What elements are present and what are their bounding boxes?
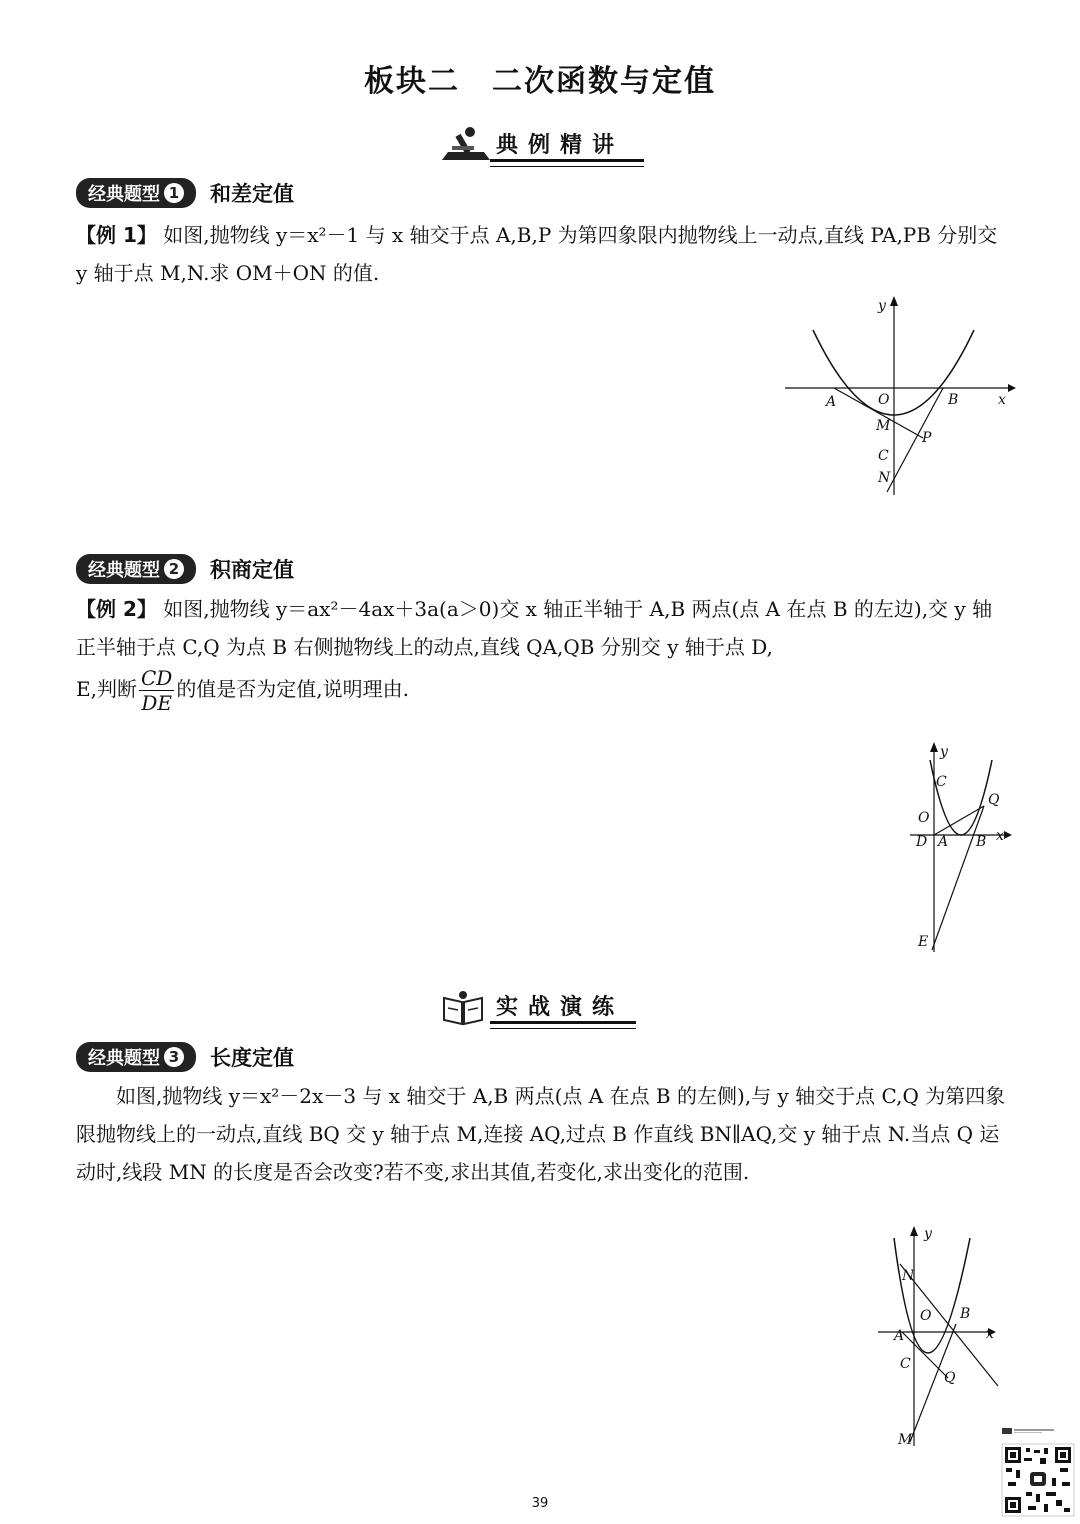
label-y: y — [924, 1226, 932, 1242]
type-badge-label: 经典题型 — [88, 1048, 160, 1069]
example-text-a: 如图,抛物线 y＝ax²－4ax＋3a(a＞0)交 x 轴正半轴于 A,B 两点(点 A 在点 B 的左边),交 y 轴正半轴于点 C,Q 为点 B 右侧抛物线上的动点,直线 QA,QB 分别交 y 轴于点 D, — [76, 597, 993, 659]
figure-2 — [900, 740, 1030, 960]
example-text-b: E,判断 — [76, 677, 137, 701]
type-badge-number: 2 — [164, 559, 184, 579]
label-B: B — [948, 392, 959, 408]
label-y: y — [878, 298, 886, 314]
type-badge-label: 经典题型 — [88, 560, 160, 581]
label-B: B — [960, 1306, 971, 1322]
type-heading-1 — [76, 178, 294, 208]
label-N: N — [902, 1268, 915, 1284]
line-BN — [900, 1264, 998, 1386]
label-y: y — [940, 744, 948, 760]
type-badge — [76, 178, 196, 208]
example-1 — [76, 216, 1011, 292]
label-O: O — [920, 1308, 932, 1324]
practice-text: 如图,抛物线 y＝x²－2x－3 与 x 轴交于 A,B 两点(点 A 在点 B 的左侧),与 y 轴交于点 C,Q 为第四象限抛物线上的一动点,直线 BQ 交 y 轴于点 M,连接 AQ,过点 B 作直线 BN∥AQ,交 y 轴于点 N.当点 Q 运动时,线段 MN 的长度是否会改变?若不变,求出其值,若变化,求出变化的范围. — [76, 1084, 1006, 1184]
label-M: M — [876, 418, 891, 434]
section-rule-thin — [490, 1028, 636, 1029]
label-E: E — [918, 934, 929, 950]
fraction-denominator: DE — [141, 691, 172, 715]
label-Q: Q — [944, 1370, 956, 1386]
page-title: 板块二 二次函数与定值 — [364, 64, 716, 99]
label-O: O — [918, 810, 930, 826]
type-title: 积商定值 — [210, 558, 294, 582]
section-label: 典例精讲 — [496, 133, 625, 158]
type-heading-2 — [76, 554, 294, 584]
type-badge-number: 1 — [164, 183, 184, 203]
fraction-cd-de — [139, 666, 174, 715]
label-P: P — [922, 430, 932, 446]
example-2 — [76, 590, 1011, 715]
figure-1 — [780, 290, 1020, 500]
y-axis-arrow — [910, 1226, 918, 1236]
example-tag: 【例 2】 — [76, 597, 157, 621]
example-tag: 【例 1】 — [76, 223, 157, 247]
section-banner-examples — [440, 124, 644, 168]
microscope-icon — [440, 124, 494, 164]
section-label: 实战演练 — [496, 995, 625, 1020]
label-C: C — [878, 448, 889, 464]
figure-3 — [870, 1220, 1010, 1450]
label-C: C — [936, 774, 947, 790]
type-badge-number: 3 — [164, 1047, 184, 1067]
type-title: 和差定值 — [210, 182, 294, 206]
label-O: O — [878, 392, 890, 408]
label-x: x — [998, 392, 1006, 408]
line-QB — [932, 806, 987, 950]
line-QA — [934, 806, 984, 835]
y-axis-arrow — [890, 296, 898, 306]
label-M: M — [898, 1432, 913, 1448]
label-C: C — [900, 1356, 911, 1372]
label-x: x — [996, 828, 1004, 844]
type-title: 长度定值 — [210, 1046, 294, 1070]
label-N: N — [878, 470, 891, 486]
example-text-c: 的值是否为定值,说明理由. — [176, 677, 410, 701]
example-text: 如图,抛物线 y＝x²－1 与 x 轴交于点 A,B,P 为第四象限内抛物线上一动点,直线 PA,PB 分别交 y 轴于点 M,N.求 OM＋ON 的值. — [76, 223, 998, 285]
label-A: A — [894, 1328, 905, 1344]
label-A: A — [938, 834, 949, 850]
x-axis-arrow — [1004, 831, 1012, 839]
type-heading-3 — [76, 1042, 294, 1072]
label-x: x — [986, 1326, 994, 1342]
parabola — [930, 760, 992, 835]
section-banner-practice — [440, 986, 636, 1030]
label-A: A — [826, 394, 837, 410]
type-badge-label: 经典题型 — [88, 184, 160, 205]
label-D: D — [916, 834, 928, 850]
label-Q: Q — [988, 792, 1000, 808]
section-rule-thin — [490, 166, 644, 167]
x-axis-arrow — [1008, 384, 1016, 392]
type-badge — [76, 1042, 196, 1072]
line-PB — [887, 388, 943, 492]
type-badge — [76, 554, 196, 584]
practice-3 — [76, 1077, 1011, 1191]
y-axis-arrow — [930, 742, 938, 752]
fraction-numerator: CD — [140, 666, 173, 690]
section-rule — [490, 159, 644, 162]
page-number: 39 — [531, 1496, 549, 1511]
book-icon — [440, 988, 488, 1026]
section-rule — [490, 1021, 636, 1024]
label-B: B — [976, 834, 987, 850]
